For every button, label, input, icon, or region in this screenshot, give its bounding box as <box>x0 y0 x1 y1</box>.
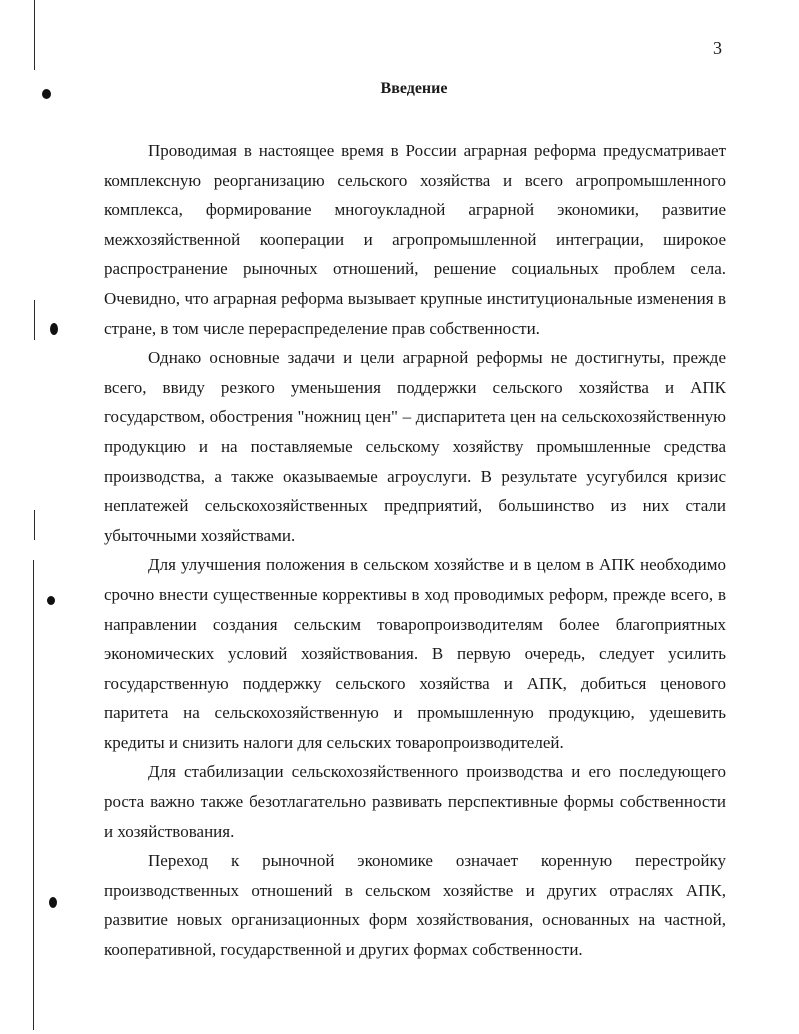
scan-edge-line <box>34 0 35 70</box>
paragraph: Переход к рыночной экономике означает коренную перестройку производственных отношений в сельском хозяйстве и других отраслях АПК, развитие новых организационных форм хозяйствования, основанных на частной, кооперативной, государственной и других формах собственности. <box>104 851 726 960</box>
body-text <box>104 136 726 965</box>
scan-edge-line <box>33 560 34 1030</box>
page-number: 3 <box>713 38 722 58</box>
section-heading: Введение <box>380 80 448 97</box>
paragraph: Для стабилизации сельскохозяйственного производства и его последующего роста важно также безотлагательно развивать перспективные формы собственности и хозяйствования. <box>104 762 726 841</box>
paragraph: Однако основные задачи и цели аграрной реформы не достигнуты, прежде всего, ввиду резкого уменьшения поддержки сельского хозяйства и АПК государством, обострения "ножниц цен" – диспаритета цен на сельскохозяйственную продукцию и на поставляемые сельскому хозяйству промышленные средства производства, а также оказываемые агроуслуги. В результате усугубился кризис неплатежей сельскохозяйственных предприятий, большинство из них стали убыточными хозяйствами. <box>104 348 726 545</box>
scan-edge-line <box>34 300 35 340</box>
scan-edge-line <box>34 510 35 540</box>
paragraph: Проводимая в настоящее время в России аграрная реформа предусматривает комплексную реорганизацию сельского хозяйства и всего агропромышленного комплекса, формирование многоукладной аграрной экономики, развитие межхозяйственной кооперации и агропромышленной интеграции, широкое распространение рыночных отношений, решение социальных проблем села. Очевидно, что аграрная реформа вызывает крупные институциональные изменения в стране, в том числе перераспределение прав собственности. <box>104 141 726 338</box>
paragraph: Для улучшения положения в сельском хозяйстве и в целом в АПК необходимо срочно внести существенные коррективы в ход проводимых реформ, прежде всего, в направлении создания сельским товаропроизводителям более благоприятных экономических условий хозяйствования. В первую очередь, следует усилить государственную поддержку сельского хозяйства и АПК, добиться ценового паритета на сельскохозяйственную и промышленную продукцию, удешевить кредиты и снизить налоги для сельских товаропроизводителей. <box>104 555 726 752</box>
binding-hole-mark <box>47 596 55 605</box>
binding-hole-mark <box>50 323 58 335</box>
binding-hole-mark <box>49 897 57 908</box>
